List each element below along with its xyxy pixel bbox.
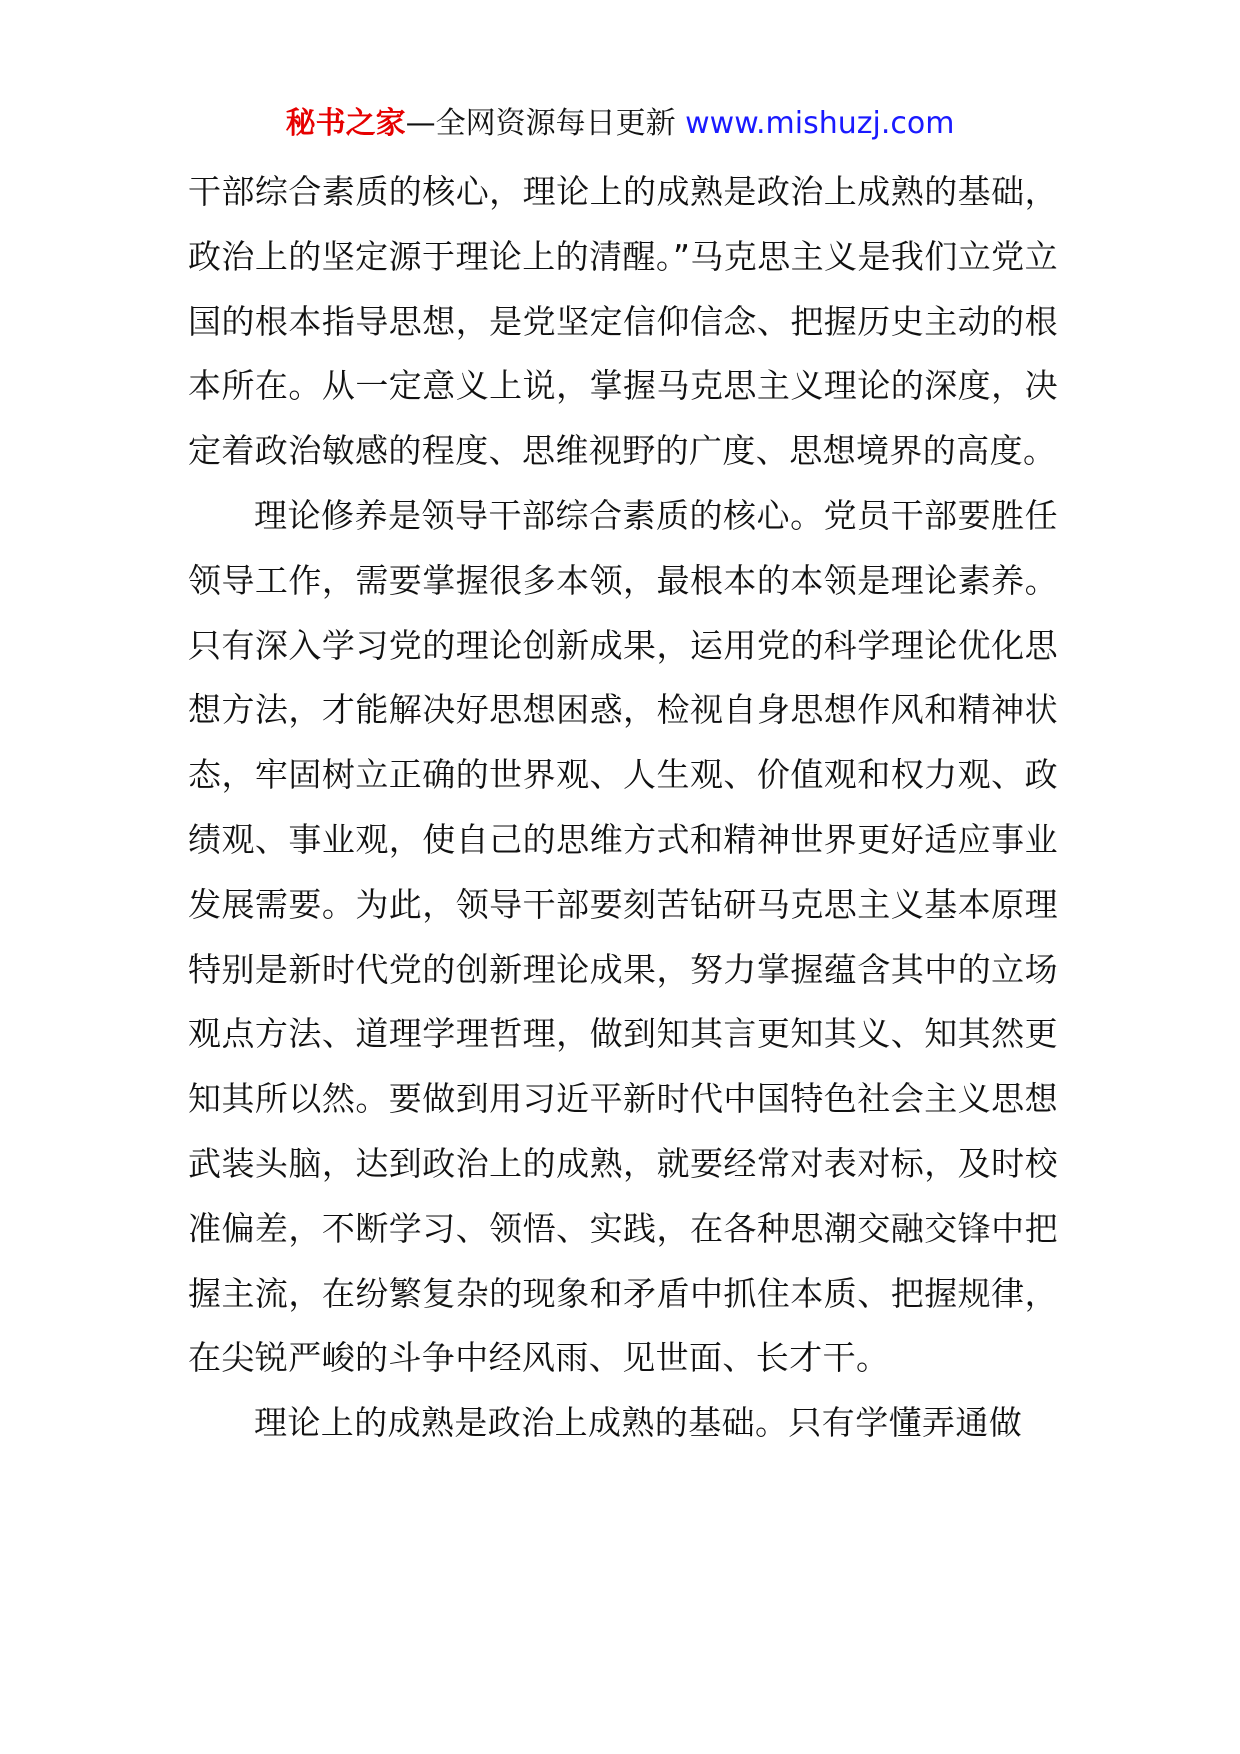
site-url-link[interactable]: www.mishuzj.com	[685, 106, 955, 141]
paragraph-continued: 干部综合素质的核心，理论上的成熟是政治上成熟的基础，政治上的坚定源于理论上的清醒。”马克思主义是我们立党立国的根本指导思想，是党坚定信仰信念、把握历史主动的根本所在。从一定意义上说，掌握马克思主义理论的深度，决定着政治敏感的程度、思维视野的广度、思想境界的高度。	[188, 172, 1058, 471]
paragraph: 理论修养是领导干部综合素质的核心。党员干部要胜任领导工作，需要掌握很多本领，最根本的本领是理论素养。只有深入学习党的理论创新成果，运用党的科学理论优化思想方法，才能解决好思想困惑，检视自身思想作风和精神状态，牢固树立正确的世界观、人生观、价值观和权力观、政绩观、事业观，使自己的思维方式和精神世界更好适应事业发展需要。为此，领导干部要刻苦钻研马克思主义基本原理特别是新时代党的创新理论成果，努力掌握蕴含其中的立场观点方法、道理学理哲理，做到知其言更知其义、知其然更知其所以然。要做到用习近平新时代中国特色社会主义思想武装头脑，达到政治上的成熟，就要经常对表对标，及时校准偏差，不断学习、领悟、实践，在各种思潮交融交锋中把握主流，在纷繁复杂的现象和矛盾中抓住本质、把握规律，在尖锐严峻的斗争中经风雨、见世面、长才干。	[188, 495, 1058, 1378]
header-tagline: —全网资源每日更新	[405, 106, 686, 141]
paragraph: 理论上的成熟是政治上成熟的基础。只有学懂弄通做	[254, 1403, 1023, 1443]
brand-name: 秘书之家	[285, 106, 406, 141]
document-body	[188, 160, 1058, 1456]
page-header	[0, 102, 1240, 146]
